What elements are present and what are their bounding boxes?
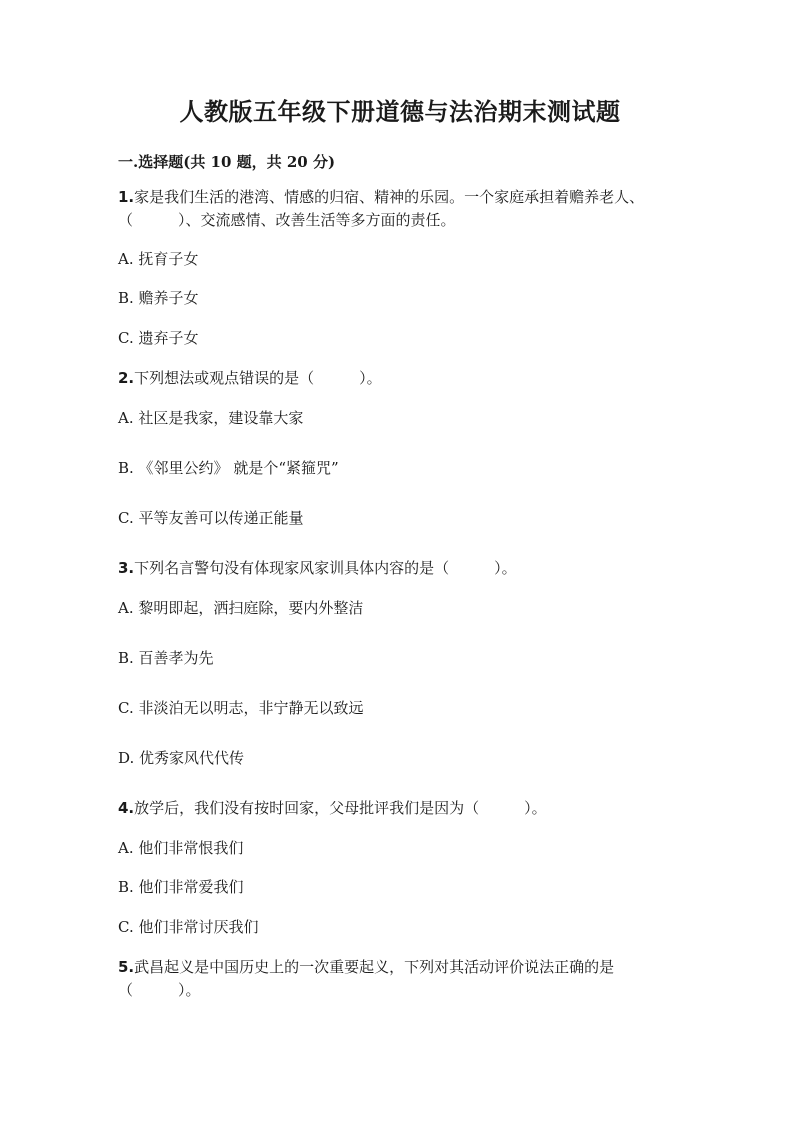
question-3-option-d: D. 优秀家风代代传 (118, 749, 245, 767)
question-1-stem-line-2: （ ）、交流感情、改善生活等多方面的责任。 (118, 211, 456, 229)
question-3-option-a: A. 黎明即起，洒扫庭除，要内外整洁 (118, 599, 364, 617)
question-3-stem (118, 557, 718, 579)
question-1-option-c: C. 遗弃子女 (118, 329, 199, 347)
question-number: 1. (118, 188, 135, 206)
question-2-stem (118, 367, 718, 389)
question-number: 5. (118, 958, 135, 976)
question-2-option-a: A. 社区是我家，建设靠大家 (118, 409, 304, 427)
section-heading: 一.选择题(共 10 题，共 20 分) (118, 153, 336, 171)
question-text: 放学后，我们没有按时回家，父母批评我们是因为（ ）。 (134, 799, 547, 817)
question-4-stem (118, 797, 718, 819)
question-text: 武昌起义是中国历史上的一次重要起义，下列对其活动评价说法正确的是 (134, 958, 615, 976)
question-1-stem-line-1 (118, 186, 718, 208)
question-1-option-b: B. 赡养子女 (118, 289, 199, 307)
question-text: 家是我们生活的港湾、情感的归宿、精神的乐园。一个家庭承担着赡养老人、 (134, 188, 645, 206)
question-number: 3. (118, 559, 135, 577)
question-5-stem-line-2: （ ）。 (118, 981, 201, 999)
question-number: 2. (118, 369, 135, 387)
question-text: 下列名言警句没有体现家风家训具体内容的是（ ）。 (134, 559, 517, 577)
question-2-option-b: B. 《邻里公约》 就是个“紧箍咒” (118, 459, 339, 477)
question-2-option-c: C. 平等友善可以传递正能量 (118, 509, 304, 527)
question-3-option-c: C. 非淡泊无以明志，非宁静无以致远 (118, 699, 364, 717)
question-4-option-c: C. 他们非常讨厌我们 (118, 918, 259, 936)
page-title: 人教版五年级下册道德与法治期末测试题 (179, 97, 621, 126)
question-text: 下列想法或观点错误的是（ ）。 (134, 369, 382, 387)
question-4-option-b: B. 他们非常爱我们 (118, 878, 244, 896)
question-1-option-a: A. 抚育子女 (118, 250, 199, 268)
question-number: 4. (118, 799, 135, 817)
question-4-option-a: A. 他们非常恨我们 (118, 839, 244, 857)
question-3-option-b: B. 百善孝为先 (118, 649, 214, 667)
question-5-stem-line-1 (118, 956, 718, 978)
